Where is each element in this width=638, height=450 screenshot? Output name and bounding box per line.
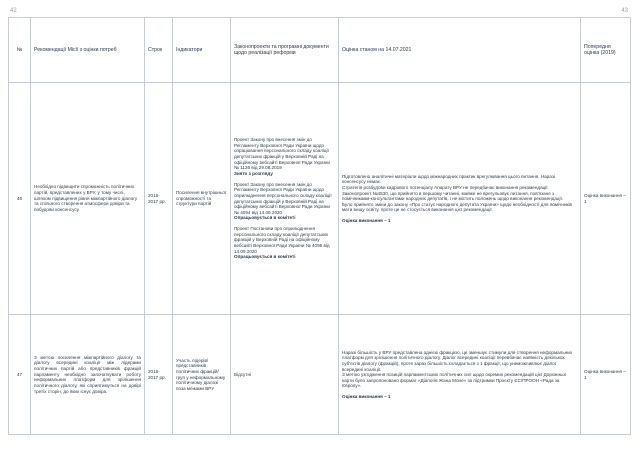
assessment-paragraph: Стратегія розбудови кадрового потенціалу Апарату ВРУ не передбачає виконання рекомендації. <box>342 184 549 190</box>
previous-score: Оцінка виконання – 1 <box>581 315 631 435</box>
row-number: 46 <box>9 83 31 315</box>
header-num: № <box>9 18 31 83</box>
page-number-right: 43 <box>621 8 628 14</box>
recommendation-text: З метою посилення міжпартійного діалогу та діалогу всередині коаліції між лідерами політичних партій або представників фракцій парламенту необхідно започаткувати роботу неформальних платформ для зрілішення політичного діалогу, які сприятимуться на довірі третіх сторін, до яких існує довіра. <box>31 315 145 435</box>
bill-status: Знято з розгляду <box>234 170 273 176</box>
bills-cell <box>231 83 339 315</box>
recommendation-text: Необхідно підвищити спроможність політичних партій, представлених у ВРУ, у тому числі, шляхом підвищення рівня міжпартійного діалогу та спільного створення атмосфери довіри та побудови консенсусу. <box>31 83 145 315</box>
bill-status: Опрацьовується в комітеті <box>234 215 296 221</box>
recommendations-table <box>8 17 631 435</box>
assessment-paragraph: З метою узгодження позицій парламентських політичних сил щодо окремих рекомендацій цієї Дорожньої карти було запропоновано формат «Діалогів Жана Моне» за підтримки Проєкту ЄС/ПРООН «Рада за Європу». <box>342 372 567 389</box>
assessment-cell <box>339 315 581 435</box>
assessment-paragraph: Наразі більшість у ВРУ представлена однією фракцією, це зменшує стимули для створення неформальних платформ для зрілішення політичного діалогу. Діалог всередині коаліції перевбачає наявність декількох суб'єктів діалогу (фракцій), проте зараз більшість складається з 1 фракції, що унеможливлює діалог всередині коаліції. <box>342 349 573 372</box>
assessment-score: Оцінка виконання – 1 <box>342 393 391 399</box>
bills-text: Відсутні <box>231 315 339 435</box>
table-row <box>9 315 631 435</box>
header-assessment: Оцінка станом на 14.07.2021 <box>339 18 581 83</box>
header-recommendation: Рекомендації Місії з оцінки потреб <box>31 18 145 83</box>
row-number: 47 <box>9 315 31 435</box>
bill-text: Проект Закону про внесення змін до Регламенту Верховної Ради України щодо оприлюднення персонального складу коаліції депутатських фракцій у Верховній Раді на офіційному вебсайті Верховної Ради України № 4094 від 14.09.2020 <box>234 181 332 215</box>
previous-score: Оцінка виконання – 1 <box>581 83 631 315</box>
term-text: 2016-2017 рр. <box>145 83 173 315</box>
bill-status: Опрацьовується в комітеті <box>234 254 296 260</box>
assessment-paragraph: Законопроект №4530, що прийнято в першому читанні, майже не врегульовує питання, пов'язане з помічниками-консультантами народних депутатів, і не містить положень щодо виконання рекомендації. <box>342 190 564 202</box>
header-previous: Попередня оцінка (2019) <box>581 18 631 83</box>
header-indicators: Індикатори <box>173 18 231 83</box>
assessment-paragraph: Було прийнято зміни до закону «Про статус народного депутата України» щодо необхідності для помічників мати вищу освіту, проте це не стосується виконання цієї рекомендації. <box>342 201 572 213</box>
table-row <box>9 83 631 315</box>
page-number-left: 42 <box>10 8 17 14</box>
term-text: 2016-2017 рр. <box>145 315 173 435</box>
assessment-score: Оцінка виконання – 1 <box>342 217 391 223</box>
header-bills: Законопроекти та програмні документи щодо реалізації реформи <box>231 18 339 83</box>
assessment-paragraph: Підготовлено аналітичні матеріали щодо міжнародних практик врегулювання цього питання. Наразі консенсусу немає. <box>342 173 555 185</box>
bill-text: Проект Постанови про оприлюднення персонального складу коаліції депутатських фракцій у Верховній Раді на офіційному вебсайті Верховної Ради України № 4095 від 14.09.2020 <box>234 226 330 254</box>
indicators-text: Участь лідерів/представників політичних фракцій/груп у неформальному політичному діалозі поза межами ВРУ <box>173 315 231 435</box>
header-term: Строк <box>145 18 173 83</box>
table-header-row <box>9 18 631 83</box>
assessment-cell <box>339 83 581 315</box>
indicators-text: Посилення внутрішньої спроможності та структури партій <box>173 83 231 315</box>
bill-text: Проект Закону про внесення змін до Регламенту Верховної Ради України щодо опрацювання персонального складу коаліції депутатських фракцій у Верховній Раді на офіційному вебсайті Верховної Ради України № 1126 від 29.08.2019 <box>234 137 330 171</box>
